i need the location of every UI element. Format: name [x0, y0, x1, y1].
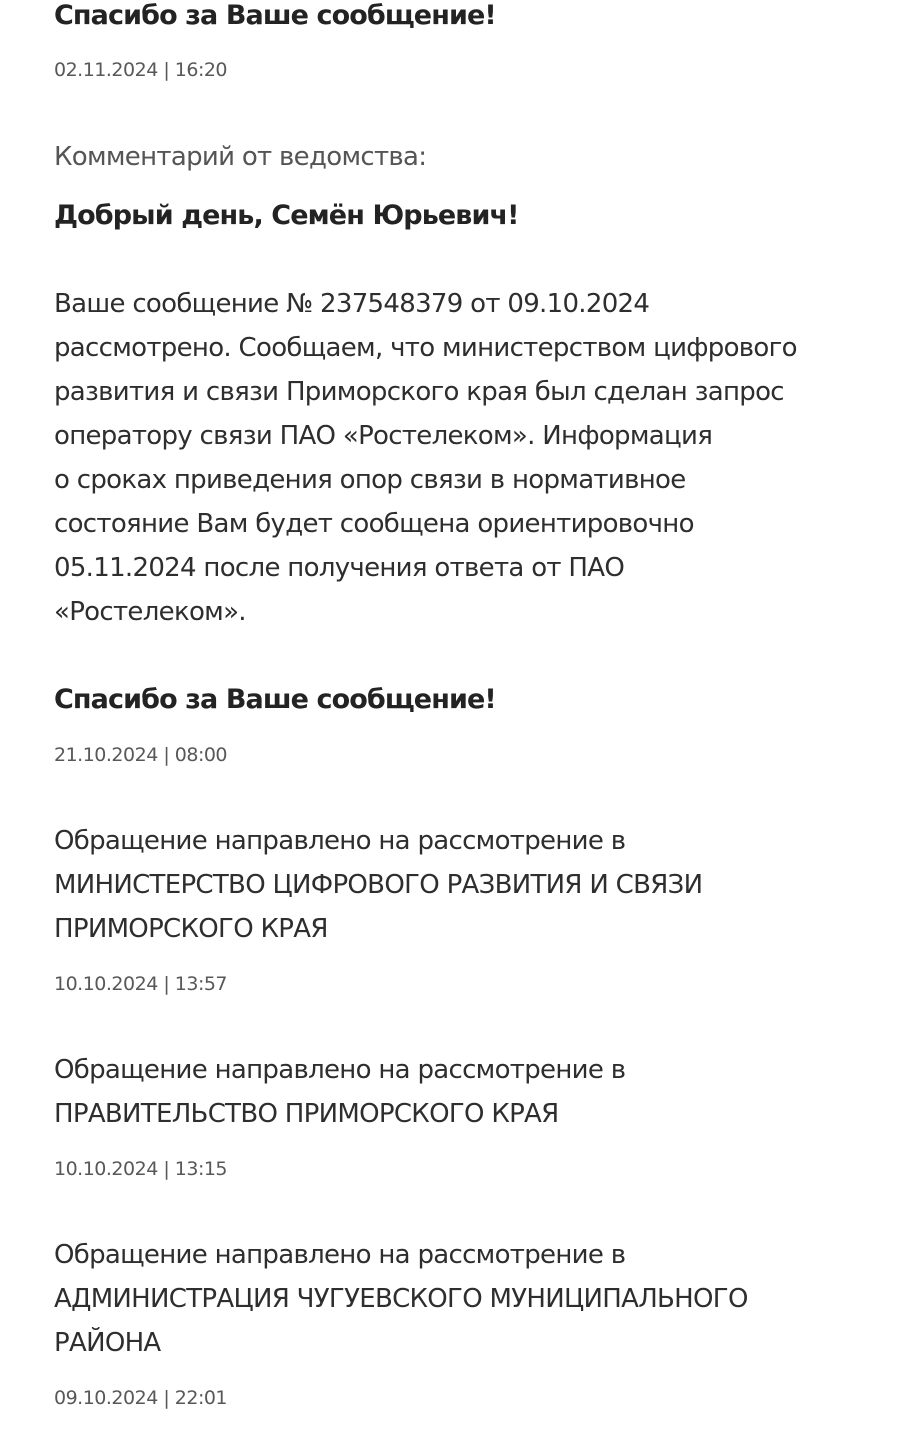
entry-text-line: РАЙОНА	[54, 1328, 161, 1358]
entry-title: Спасибо за Ваше сообщение!	[54, 0, 496, 31]
comment-body-line: рассмотрено. Сообщаем, что министерством цифрового	[54, 333, 797, 363]
comment-body-line: Ваше сообщение № 237548379 от 09.10.2024	[54, 289, 650, 319]
entry-text-line: ПРИМОРСКОГО КРАЯ	[54, 914, 328, 944]
entry-date: 02.11.2024 | 16:20	[54, 59, 228, 81]
comment-body-line: состояние Вам будет сообщена ориентировочно	[54, 509, 694, 539]
entry-text-line: Обращение направлено на рассмотрение в	[54, 826, 626, 856]
comment-body-line: «Ростелеком».	[54, 597, 246, 627]
entry-text-line: Обращение направлено на рассмотрение в	[54, 1240, 626, 1270]
entry-text-line: ПРАВИТЕЛЬСТВО ПРИМОРСКОГО КРАЯ	[54, 1099, 559, 1129]
entry-text-line: АДМИНИСТРАЦИЯ ЧУГУЕВСКОГО МУНИЦИПАЛЬНОГО	[54, 1284, 748, 1314]
comment-body-line: о сроках приведения опор связи в нормативное	[54, 465, 686, 495]
comment-greeting: Добрый день, Семён Юрьевич!	[54, 200, 519, 231]
entry-date: 09.10.2024 | 22:01	[54, 1387, 228, 1409]
comment-label: Комментарий от ведомства:	[54, 142, 427, 172]
comment-body-line: оператору связи ПАО «Ростелеком». Информация	[54, 421, 713, 451]
comment-body-line: развития и связи Приморского края был сделан запрос	[54, 377, 784, 407]
entry-text-line: МИНИСТЕРСТВО ЦИФРОВОГО РАЗВИТИЯ И СВЯЗИ	[54, 870, 703, 900]
entry-date: 21.10.2024 | 08:00	[54, 744, 228, 766]
comment-body-line: 05.11.2024 после получения ответа от ПАО	[54, 553, 625, 583]
entry-text-line: Обращение направлено на рассмотрение в	[54, 1055, 626, 1085]
entry-date: 10.10.2024 | 13:15	[54, 1158, 228, 1180]
entry-date: 10.10.2024 | 13:57	[54, 973, 228, 995]
comment-closing: Спасибо за Ваше сообщение!	[54, 684, 496, 715]
